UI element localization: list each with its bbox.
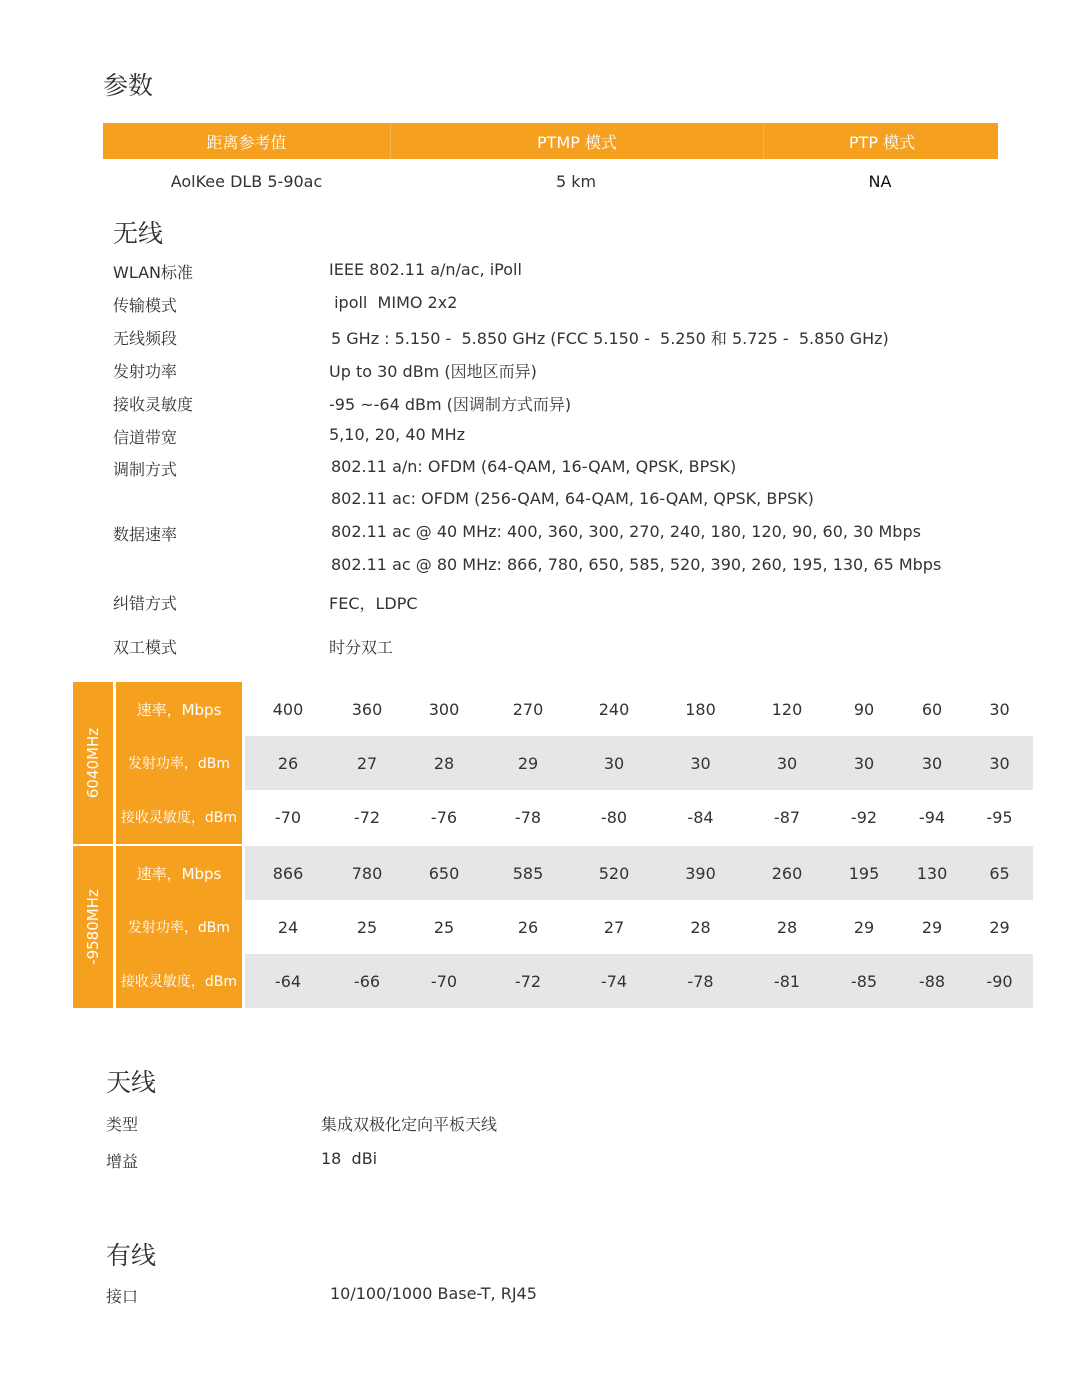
table-cell: 60 <box>921 699 943 719</box>
table-cell: -72 <box>514 971 542 991</box>
ptmp-header-cell: PTMP 模式 <box>391 123 764 159</box>
distance-table <box>103 123 998 203</box>
table-cell: -80 <box>600 807 628 827</box>
table-cell: -66 <box>353 971 381 991</box>
table-cell: 29 <box>989 917 1010 937</box>
wireless-title: 无线 <box>113 219 164 248</box>
spec-value: 802.11 ac: OFDM (256-QAM, 64-QAM, 16-QAM, QPSK, BPSK) <box>331 489 814 508</box>
spec-value: Up to 30 dBm (因地区而异) <box>329 362 537 381</box>
band-group <box>73 846 1020 1008</box>
spec-value: 5,10, 20, 40 MHz <box>329 425 466 444</box>
row-header: 发射功率，dBm <box>116 900 245 954</box>
spec-label: 调制方式 <box>113 460 178 479</box>
table-cell: 520 <box>598 863 630 883</box>
table-cell: 26 <box>277 753 299 773</box>
table-cell: -87 <box>773 807 801 827</box>
ptmp-value-cell: 5 km <box>555 171 597 191</box>
spec-label: 增益 <box>106 1152 139 1171</box>
table-cell: 29 <box>517 753 539 773</box>
table-cell: 780 <box>351 863 383 883</box>
spec-label: 双工模式 <box>113 638 178 657</box>
spec-value: 5 GHz : 5.150 - 5.850 GHz (FCC 5.150 - 5.250 和 5.725 - 5.850 GHz) <box>331 329 889 348</box>
spec-value: 802.11 ac @ 80 MHz: 866, 780, 650, 585, 520, 390, 260, 195, 130, 65 Mbps <box>331 555 942 574</box>
table-row <box>116 736 1033 790</box>
spec-value: FEC，LDPC <box>329 594 418 613</box>
params-title: 参数 <box>103 71 154 100</box>
table-row <box>116 954 1033 1008</box>
spec-value: 802.11 a/n: OFDM (64-QAM, 16-QAM, QPSK, BPSK) <box>331 457 737 476</box>
table-cell: -84 <box>687 807 714 827</box>
table-cell: 30 <box>989 699 1010 719</box>
spec-label: 发射功率 <box>113 362 178 381</box>
spec-value: 18 dBi <box>321 1149 378 1168</box>
table-cell: 28 <box>690 917 711 937</box>
table-cell: -70 <box>430 971 458 991</box>
spec-label: WLAN标准 <box>113 263 194 282</box>
table-cell: 270 <box>512 699 544 719</box>
table-cell: -78 <box>514 807 542 827</box>
spec-label: 无线频段 <box>113 329 178 348</box>
row-header: 接收灵敏度，dBm <box>116 954 245 1008</box>
ptp-value-cell: NA <box>868 171 892 191</box>
distance-table-header <box>103 123 998 159</box>
spec-value: 802.11 ac @ 40 MHz: 400, 360, 300, 270, 240, 180, 120, 90, 60, 30 Mbps <box>331 522 921 541</box>
table-cell: 360 <box>351 699 383 719</box>
table-cell: 240 <box>598 699 630 719</box>
table-cell: 130 <box>916 863 948 883</box>
wired-title: 有线 <box>106 1241 157 1270</box>
spec-value: 集成双极化定向平板天线 <box>321 1115 498 1134</box>
table-cell: 25 <box>433 917 455 937</box>
table-row <box>116 790 1033 844</box>
row-header: 发射功率，dBm <box>116 736 245 790</box>
table-cell: -64 <box>274 971 302 991</box>
spec-label: 接口 <box>106 1287 139 1306</box>
band-label: -9580MHz <box>73 846 116 1008</box>
table-cell: 30 <box>989 753 1010 773</box>
table-cell: -70 <box>274 807 302 827</box>
table-cell: 29 <box>921 917 943 937</box>
table-cell: -92 <box>850 807 878 827</box>
model-cell: AolKee DLB 5-90ac <box>170 171 323 191</box>
ptp-header-cell: PTP 模式 <box>848 132 916 152</box>
spec-value: 10/100/1000 Base-T, RJ45 <box>330 1284 537 1303</box>
table-cell: 585 <box>512 863 544 883</box>
table-cell: 195 <box>848 863 880 883</box>
row-header: 接收灵敏度，dBm <box>116 790 245 844</box>
table-cell: -81 <box>773 971 801 991</box>
row-header: 速率，Mbps <box>116 846 245 900</box>
band-label: 6040MHz <box>73 682 116 844</box>
table-row <box>116 682 1033 736</box>
table-cell: 390 <box>685 863 716 883</box>
table-cell: 28 <box>776 917 798 937</box>
table-cell: -95 <box>986 807 1013 827</box>
table-cell: 27 <box>603 917 625 937</box>
table-cell: -76 <box>430 807 458 827</box>
table-cell: 90 <box>853 699 875 719</box>
distance-header-cell: 距离参考值 <box>103 123 391 159</box>
table-cell: 29 <box>853 917 875 937</box>
table-cell: -94 <box>918 807 946 827</box>
table-cell: 30 <box>921 753 943 773</box>
band-group <box>73 682 1020 844</box>
table-row <box>116 900 1033 954</box>
spec-label: 信道带宽 <box>113 428 178 447</box>
antenna-title: 天线 <box>106 1068 157 1097</box>
table-cell: 25 <box>356 917 378 937</box>
table-cell: -72 <box>353 807 381 827</box>
table-row <box>116 846 1033 900</box>
table-cell: 866 <box>272 863 304 883</box>
spec-label: 纠错方式 <box>113 594 178 613</box>
spec-label: 接收灵敏度 <box>113 395 194 414</box>
spec-value: 时分双工 <box>329 638 394 657</box>
table-cell: -78 <box>687 971 714 991</box>
table-cell: 30 <box>603 753 625 773</box>
table-cell: 300 <box>428 699 460 719</box>
spec-value: -95 ~-64 dBm (因调制方式而异) <box>329 395 572 414</box>
spec-label: 数据速率 <box>113 525 178 544</box>
table-cell: 27 <box>356 753 378 773</box>
table-cell: 30 <box>690 753 711 773</box>
table-cell: 120 <box>771 699 803 719</box>
table-cell: 65 <box>989 863 1010 883</box>
table-cell: 650 <box>428 863 460 883</box>
distance-table-row <box>103 159 998 203</box>
table-cell: 30 <box>853 753 875 773</box>
table-cell: 180 <box>685 699 716 719</box>
spec-value: ipoll MIMO 2x2 <box>329 293 458 312</box>
table-cell: 400 <box>272 699 304 719</box>
table-cell: 260 <box>771 863 803 883</box>
table-cell: -88 <box>918 971 946 991</box>
row-header: 速率，Mbps <box>116 682 245 736</box>
table-cell: 24 <box>277 917 299 937</box>
table-cell: -85 <box>850 971 878 991</box>
table-cell: -90 <box>986 971 1013 991</box>
table-cell: 30 <box>776 753 798 773</box>
spec-label: 类型 <box>106 1115 139 1134</box>
table-cell: 26 <box>517 917 539 937</box>
rate-table <box>73 682 1020 1008</box>
table-cell: 28 <box>433 753 455 773</box>
spec-label: 传输模式 <box>113 296 178 315</box>
table-cell: -74 <box>600 971 628 991</box>
spec-value: IEEE 802.11 a/n/ac, iPoll <box>329 260 522 279</box>
